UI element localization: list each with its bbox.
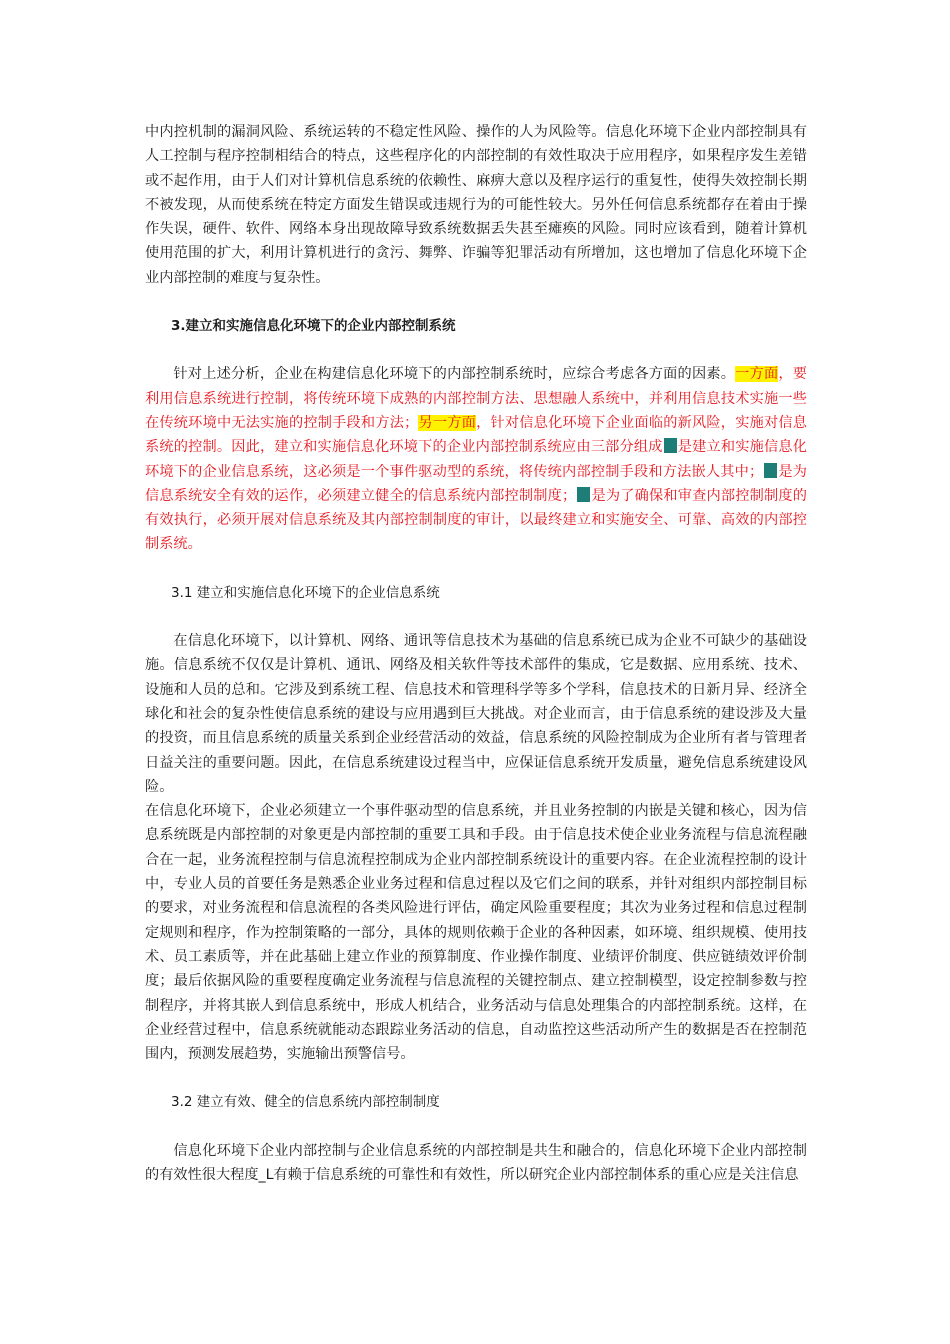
document-page [145, 120, 807, 1187]
section-heading-3-2: 3.2 建立有效、健全的信息系统内部控制制度 [171, 1094, 440, 1111]
highlight-on-one-hand: 一方面 [735, 366, 779, 383]
red-text-3: 是建立和实施信息化环境下的企业信息系统，这必须是一个事件驱动型的系统，将传统内部控制手段和方法嵌人其中； [145, 439, 807, 480]
section-heading-3-1: 3.1 建立和实施信息化环境下的企业信息系统 [171, 584, 440, 601]
red-text-4: 是为信息系统安全有效的运作，必须建立健全的信息系统内部控制制度； [145, 463, 807, 504]
teal-marker-1 [664, 438, 677, 453]
red-text-1: ，要利用信息系统进行控制，将传统环境下成熟的内部控制方法、思想融人系统中，并利用信息技术实施一些在传统环境中无法实施的控制手段和方法； [145, 366, 807, 431]
paragraph-risk-intro: 中内控机制的漏洞风险、系统运转的不稳定性风险、操作的人为风险等。信息化环境下企业内部控制具有人工控制与程序控制相结合的特点，这些程序化的内部控制的有效性取决于应用程序，如果程序发生差错或不起作用，由于人们对计算机信息系统的依赖性、麻痹大意以及程序运行的重复性，使得失效控制长期不被发现，从而使系统在特定方面发生错误或违规行为的可能性较大。另外任何信息系统都存在着由于操作失误，硬件、软件、网络本身出现故障导致系统数据丢失甚至瘫痪的风险。同时应该看到，随着计算机使用范围的扩大，利用计算机进行的贪污、舞弊、诈骗等犯罪活动有所增加，这也增加了信息化环境下企业内部控制的难度与复杂性。 [145, 124, 807, 286]
paragraph-3-2: 信息化环境下企业内部控制与企业信息系统的内部控制是共生和融合的，信息化环境下企业内部控制的有效性很大程度_L有赖于信息系统的可靠性和有效性，所以研究企业内部控制体系的重心应是关注信息 [145, 1142, 807, 1183]
teal-marker-3 [577, 487, 590, 502]
red-text-5: 是为了确保和审查内部控制制度的有效执行，必须开展对信息系统及其内部控制制度的审计，以最终建立和实施安全、可靠、高效的内部控制系统。 [145, 487, 807, 553]
paragraph-3-1-b: 在信息化环境下，企业必须建立一个事件驱动型的信息系统，并且业务控制的内嵌是关键和核心，因为信息系统既是内部控制的对象更是内部控制的重要工具和手段。由于信息技术使企业业务流程与信息流程融合在一起，业务流程控制与信息流程控制成为企业内部控制系统设计的重要内容。在企业流程控制的设计中，专业人员的首要任务是熟悉企业业务过程和信息过程以及它们之间的联系，并针对组织内部控制目标的要求，对业务流程和信息流程的各类风险进行评估，确定风险重要程度；其次为业务过程和信息过程制定规则和程序，作为控制策略的一部分，具体的规则依赖于企业的各种因素，如环境、组织规模、使用技术、员工素质等，并在此基础上建立作业的预算制度、作业操作制度、业绩评价制度、供应链绩效评价制度；最后依据风险的重要程度确定业务流程与信息流程的关键控制点、建立控制模型，设定控制参数与控制程序，并将其嵌人到信息系统中，形成人机结合，业务活动与信息处理集合的内部控制系统。这样，在企业经营过程中，信息系统就能动态跟踪业务活动的信息，自动监控这些活动所产生的数据是否在控制范围内，预测发展趋势，实施输出预警信号。 [145, 803, 807, 1063]
highlight-on-other-hand: 另一方面 [418, 414, 477, 431]
teal-marker-2 [764, 463, 777, 478]
section-heading-3: 3.建立和实施信息化环境下的企业内部控制系统 [171, 318, 456, 335]
paragraph-lead: 针对上述分析，企业在构建信息化环境下的内部控制系统时，应综合考虑各方面的因素。 [173, 366, 736, 383]
paragraph-3-1-a: 在信息化环境下，以计算机、网络、通讯等信息技术为基础的信息系统已成为企业不可缺少的基础设施。信息系统不仅仅是计算机、通讯、网络及相关软件等技术部件的集成，它是数据、应用系统、技术、设施和人员的总和。它涉及到系统工程、信息技术和管理科学等多个学科，信息技术的日新月异、经济全球化和社会的复杂性使信息系统的建设与应用遇到巨大挑战。对企业而言，由于信息系统的建设涉及大量的投资，而且信息系统的质量关系到企业经营活动的效益，信息系统的风险控制成为企业所有者与管理者日益关注的重要问题。因此，在信息系统建设过程当中，应保证信息系统开发质量，避免信息系统建设风险。 [145, 633, 807, 795]
paragraph-section-3 [145, 362, 807, 556]
red-text-2: ，针对信息化环境下企业面临的新风险，实施对信息系统的控制。因此，建立和实施信息化环境下的企业内部控制系统应由三部分组成 [145, 414, 807, 456]
